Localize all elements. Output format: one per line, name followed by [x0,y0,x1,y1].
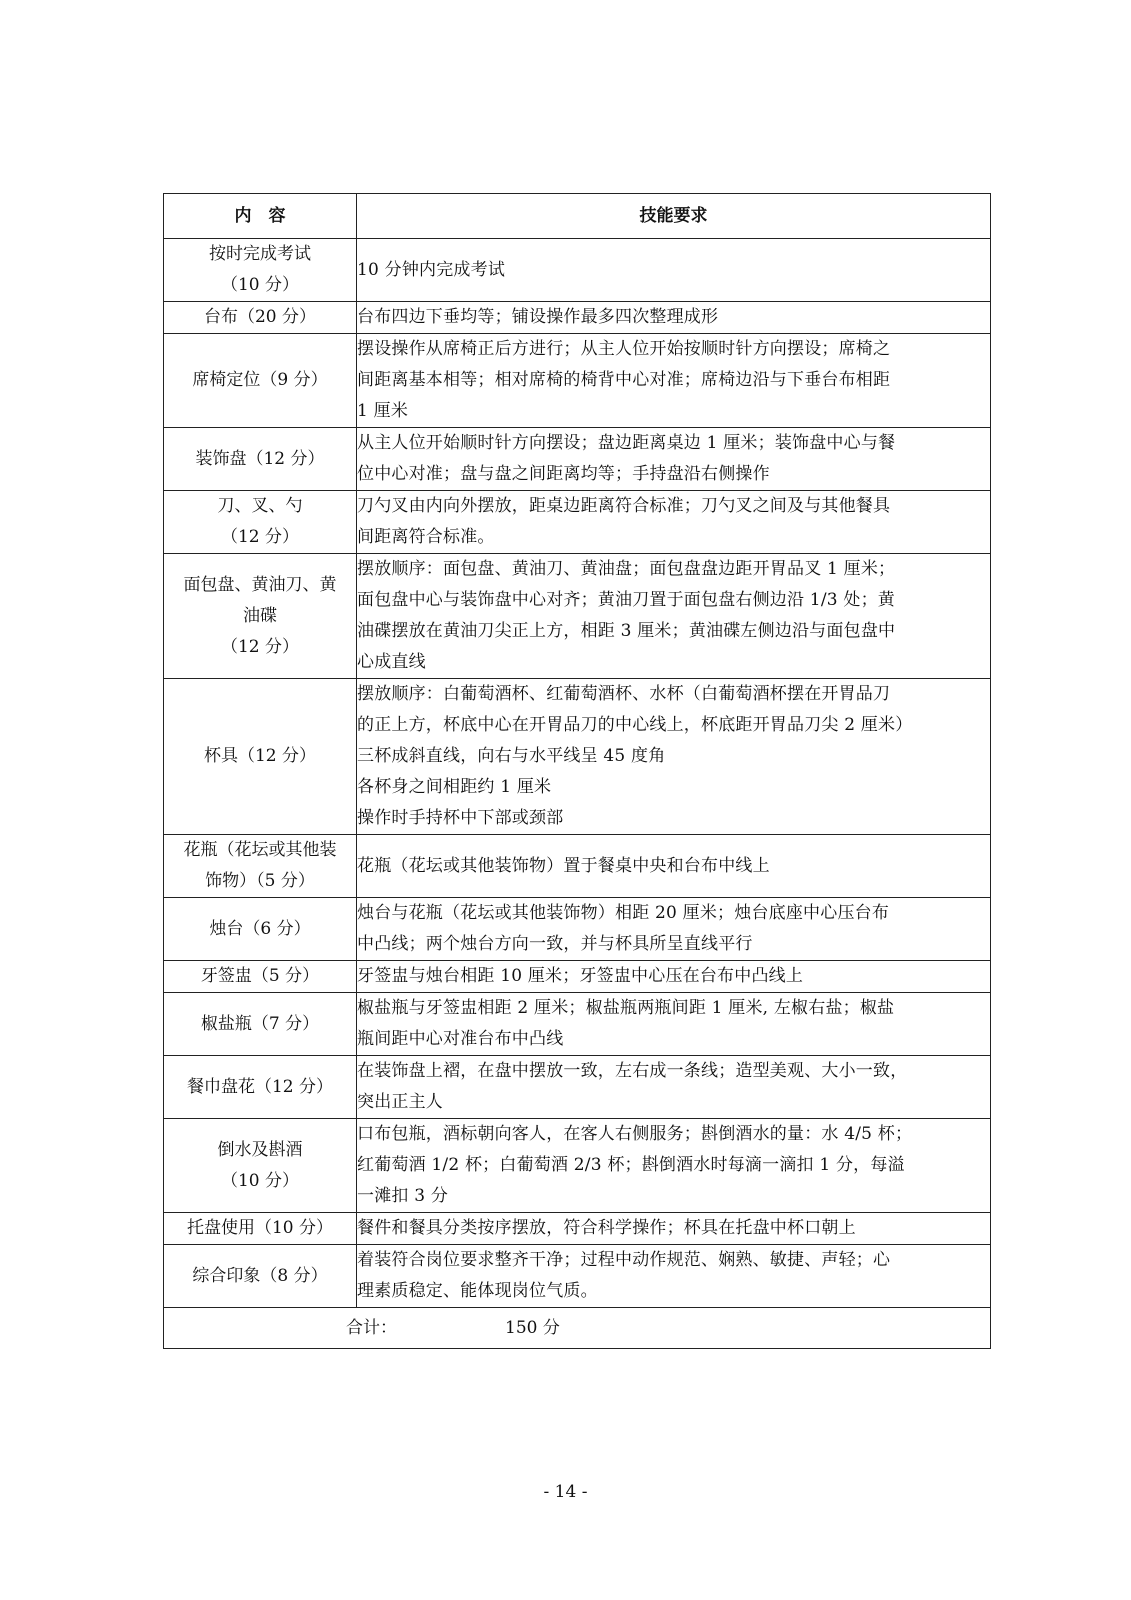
item-cell [164,1245,357,1308]
requirement-text: 三杯成斜直线，向右与水平线呈 45 度角 [357,746,666,766]
item-text: 饰物）（5 分） [205,871,315,891]
item-cell [164,491,357,554]
table-row [164,1056,991,1119]
requirement-text: 椒盐瓶与牙签盅相距 2 厘米；椒盐瓶两瓶间距 1 厘米, 左椒右盐；椒盐 [357,998,895,1018]
requirement-text: 的正上方，杯底中心在开胃品刀的中心线上，杯底距开胃品刀尖 2 厘米） [357,715,913,735]
requirement-cell [357,1213,991,1245]
requirement-text: 牙签盅与烛台相距 10 厘米；牙签盅中心压在台布中凸线上 [357,966,804,986]
item-text: 刀、叉、勺 [217,496,303,516]
item-text: 综合印象（8 分） [192,1265,328,1286]
item-text: 面包盘、黄油刀、黄 [183,574,337,595]
requirement-text: 烛台与花瓶（花坛或其他装饰物）相距 20 厘米；烛台底座中心压台布 [357,903,890,923]
item-cell [164,1056,357,1119]
requirement-text: 突出正主人 [357,1092,443,1112]
item-text: 装饰盘（12 分） [195,448,325,469]
requirement-text: 瓶间距中心对准台布中凸线 [357,1029,564,1049]
item-text: 席椅定位（9 分） [192,370,328,390]
requirement-text: 油碟摆放在黄油刀尖正上方，相距 3 厘米；黄油碟左侧边沿与面包盘中 [357,621,896,641]
requirement-text: 理素质稳定、能体现岗位气质。 [357,1281,598,1301]
requirement-text: 摆设操作从席椅正后方进行；从主人位开始按顺时针方向摆设；席椅之 [357,339,891,359]
requirement-text: 一滩扣 3 分 [357,1186,449,1206]
requirement-text: 心成直线 [357,652,426,672]
item-text: （12 分） [220,527,300,547]
table-row [164,302,991,334]
requirement-cell [357,334,991,428]
total-row [164,1308,991,1349]
item-cell [164,428,357,491]
table-row [164,961,991,993]
requirement-text: 间距离基本相等；相对席椅的椅背中心对准；席椅边沿与下垂台布相距 [357,370,891,390]
table-row [164,491,991,554]
requirement-cell [357,428,991,491]
item-cell [164,679,357,835]
total-label: 合计： [346,1317,397,1338]
item-text: （12 分） [220,636,300,657]
requirement-text: 口布包瓶，酒标朝向客人，在客人右侧服务；斟倒酒水的量：水 4/5 杯； [357,1124,913,1144]
requirement-cell [357,1245,991,1308]
requirement-text: 刀勺叉由内向外摆放，距桌边距离符合标准；刀勺叉之间及与其他餐具 [357,496,891,516]
item-cell [164,1213,357,1245]
requirement-text: 操作时手持杯中下部或颈部 [357,808,564,828]
table-row [164,239,991,302]
table-row [164,835,991,898]
requirement-cell [357,835,991,898]
requirement-text: 1 厘米 [357,401,409,421]
table-row [164,428,991,491]
item-text: （10 分） [220,275,300,295]
header-content: 内 容 [164,194,357,239]
item-text: 餐巾盘花（12 分） [186,1076,334,1097]
header-skill-requirements: 技能要求 [357,194,991,239]
item-text: 杯具（12 分） [203,746,317,766]
item-text: 花瓶（花坛或其他装 [183,840,337,860]
item-text: 椒盐瓶（7 分） [200,1013,320,1034]
requirement-cell [357,679,991,835]
item-cell [164,1119,357,1213]
page-number: - 14 - [543,1482,588,1502]
requirement-text: 摆放顺序：白葡萄酒杯、红葡萄酒杯、水杯（白葡萄酒杯摆在开胃品刀 [357,684,891,704]
item-cell [164,302,357,334]
table-row [164,679,991,835]
table-row [164,1119,991,1213]
requirement-text: 红葡萄酒 1/2 杯；白葡萄酒 2/3 杯；斟倒酒水时每滴一滴扣 1 分，每溢 [357,1155,905,1175]
item-text: 台布（20 分） [203,307,317,327]
requirement-text: 花瓶（花坛或其他装饰物）置于餐桌中央和台布中线上 [357,855,770,876]
requirement-cell [357,898,991,961]
requirement-cell [357,1119,991,1213]
requirement-text: 间距离符合标准。 [357,527,495,547]
requirement-cell [357,239,991,302]
item-text: 油碟 [243,605,277,626]
table-row [164,898,991,961]
requirement-text: 10 分钟内完成考试 [357,259,506,280]
item-cell [164,898,357,961]
item-text: （10 分） [220,1170,300,1191]
requirement-text: 中凸线；两个烛台方向一致，并与杯具所呈直线平行 [357,934,753,954]
table-row [164,1245,991,1308]
requirement-text: 从主人位开始顺时针方向摆设；盘边距离桌边 1 厘米；装饰盘中心与餐 [357,433,896,453]
requirement-cell [357,961,991,993]
requirement-text: 台布四边下垂均等；铺设操作最多四次整理成形 [357,307,719,327]
item-text: 倒水及斟酒 [217,1139,303,1160]
item-text: 托盘使用（10 分） [186,1218,334,1238]
requirement-cell [357,491,991,554]
table-row [164,334,991,428]
total-value: 150 分 [505,1317,560,1338]
item-text: 烛台（6 分） [209,918,311,939]
table-row [164,993,991,1056]
requirement-text: 着装符合岗位要求整齐干净；过程中动作规范、娴熟、敏捷、声轻；心 [357,1250,891,1270]
requirement-cell [357,554,991,679]
requirement-cell [357,1056,991,1119]
requirement-text: 位中心对准；盘与盘之间距离均等；手持盘沿右侧操作 [357,464,770,484]
requirement-text: 在装饰盘上褶，在盘中摆放一致，左右成一条线；造型美观、大小一致， [357,1061,908,1081]
requirement-cell [357,993,991,1056]
total-cell [164,1308,991,1349]
scoring-table [163,193,991,1349]
item-cell [164,961,357,993]
requirement-text: 餐件和餐具分类按序摆放，符合科学操作；杯具在托盘中杯口朝上 [357,1218,856,1238]
table-header-row [164,194,991,239]
item-cell [164,835,357,898]
requirement-text: 各杯身之间相距约 1 厘米 [357,777,552,797]
item-cell [164,993,357,1056]
item-cell [164,239,357,302]
requirement-text: 面包盘中心与装饰盘中心对齐；黄油刀置于面包盘右侧边沿 1/3 处；黄 [357,590,895,610]
item-text: 按时完成考试 [209,244,311,264]
item-cell [164,554,357,679]
item-text: 牙签盅（5 分） [200,966,320,986]
requirement-text: 摆放顺序：面包盘、黄油刀、黄油盘；面包盘盘边距开胃品叉 1 厘米； [357,559,896,579]
item-cell [164,334,357,428]
table-row [164,554,991,679]
requirement-cell [357,302,991,334]
table-row [164,1213,991,1245]
